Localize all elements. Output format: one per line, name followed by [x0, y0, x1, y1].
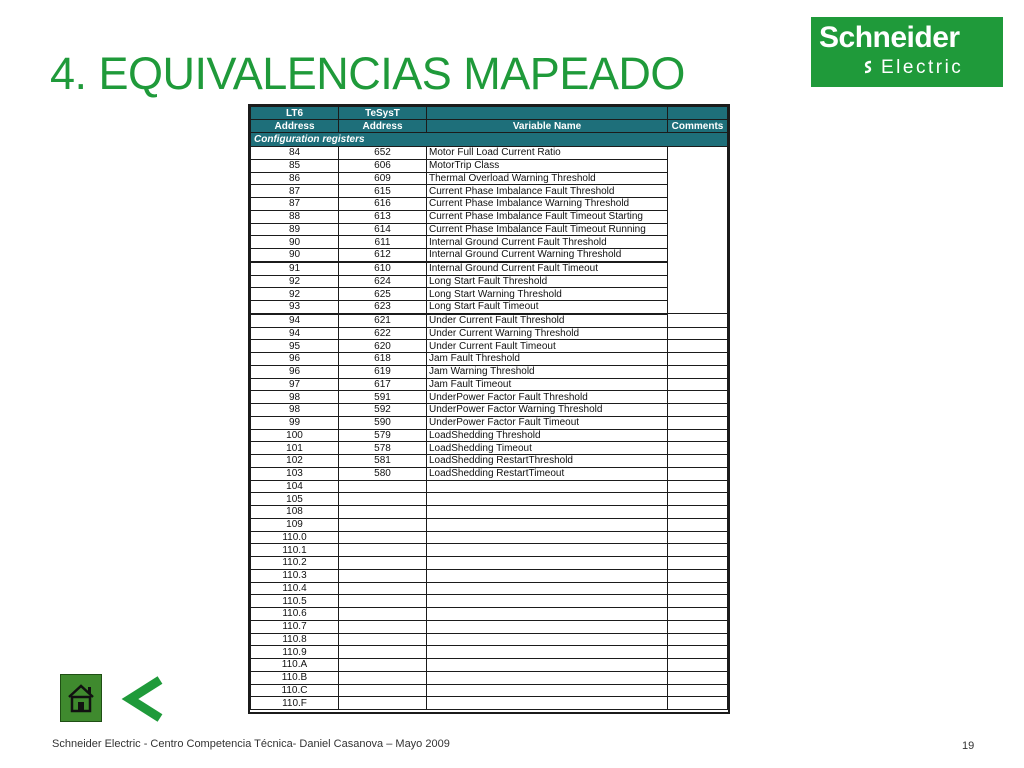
variable-name-cell	[427, 659, 668, 672]
variable-name-cell: Motor Full Load Current Ratio	[427, 147, 668, 160]
lt6-address-cell: 110.4	[251, 582, 339, 595]
variable-name-cell	[427, 633, 668, 646]
lt6-address-cell: 87	[251, 185, 339, 198]
tesyst-address-cell	[339, 480, 427, 493]
variable-name-cell: UnderPower Factor Fault Timeout	[427, 416, 668, 429]
comments-cell	[668, 633, 728, 646]
table-row	[251, 314, 728, 327]
comments-cell	[668, 506, 728, 519]
lt6-address-cell: 90	[251, 236, 339, 249]
tesyst-address-cell	[339, 557, 427, 570]
comments-cell	[668, 288, 728, 301]
variable-name-cell	[427, 518, 668, 531]
comments-cell	[668, 416, 728, 429]
lt6-address-cell: 102	[251, 455, 339, 468]
variable-name-cell: Internal Ground Current Warning Threshold	[427, 249, 668, 262]
variable-name-cell: Long Start Warning Threshold	[427, 288, 668, 301]
variable-name-cell	[427, 620, 668, 633]
tesyst-address-cell: 616	[339, 198, 427, 211]
lt6-address-cell: 87	[251, 198, 339, 211]
comments-cell	[668, 455, 728, 468]
table-row	[251, 671, 728, 684]
tesyst-address-cell: 606	[339, 159, 427, 172]
variable-name-cell: LoadShedding RestartThreshold	[427, 455, 668, 468]
variable-name-cell: Jam Fault Threshold	[427, 353, 668, 366]
lt6-address-cell: 98	[251, 404, 339, 417]
comments-cell	[668, 582, 728, 595]
comments-cell	[668, 557, 728, 570]
tesyst-address-cell: 609	[339, 172, 427, 185]
lt6-address-cell: 109	[251, 518, 339, 531]
tesyst-address-cell: 621	[339, 314, 427, 327]
header-empty-2	[668, 107, 728, 120]
lt6-address-cell: 110.C	[251, 684, 339, 697]
lt6-address-cell: 96	[251, 353, 339, 366]
header-empty-1	[427, 107, 668, 120]
comments-cell	[668, 249, 728, 262]
variable-name-cell: UnderPower Factor Fault Threshold	[427, 391, 668, 404]
comments-cell	[668, 429, 728, 442]
table-row	[251, 275, 728, 288]
chevron-left-icon	[118, 674, 170, 724]
table-row	[251, 684, 728, 697]
variable-name-cell: LoadShedding Threshold	[427, 429, 668, 442]
tesyst-address-cell: 623	[339, 301, 427, 314]
comments-cell	[668, 697, 728, 710]
variable-name-cell: Current Phase Imbalance Fault Timeout Running	[427, 223, 668, 236]
table-row	[251, 557, 728, 570]
variable-name-cell: Internal Ground Current Fault Threshold	[427, 236, 668, 249]
table-row	[251, 569, 728, 582]
lt6-address-cell: 110.9	[251, 646, 339, 659]
variable-name-cell: Long Start Fault Timeout	[427, 301, 668, 314]
table-row	[251, 210, 728, 223]
variable-name-cell	[427, 595, 668, 608]
table-row	[251, 159, 728, 172]
variable-name-cell: Under Current Fault Threshold	[427, 314, 668, 327]
footer-text: Schneider Electric - Centro Competencia Técnica- Daniel Casanova – Mayo 2009	[52, 738, 450, 750]
comments-cell	[668, 159, 728, 172]
table-row	[251, 518, 728, 531]
comments-cell	[668, 210, 728, 223]
lt6-address-cell: 88	[251, 210, 339, 223]
lt6-address-cell: 93	[251, 301, 339, 314]
table-row	[251, 185, 728, 198]
variable-name-cell: Under Current Warning Threshold	[427, 327, 668, 340]
comments-cell	[668, 198, 728, 211]
lt6-address-cell: 103	[251, 467, 339, 480]
comments-cell	[668, 327, 728, 340]
variable-name-cell	[427, 557, 668, 570]
tesyst-address-cell: 622	[339, 327, 427, 340]
comments-cell	[668, 671, 728, 684]
comments-cell	[668, 236, 728, 249]
table-row	[251, 608, 728, 621]
variable-name-cell: Jam Fault Timeout	[427, 378, 668, 391]
lt6-address-cell: 99	[251, 416, 339, 429]
variable-name-cell: Jam Warning Threshold	[427, 365, 668, 378]
tesyst-address-cell	[339, 608, 427, 621]
header-row-1	[251, 107, 728, 120]
lt6-address-cell: 108	[251, 506, 339, 519]
variable-name-cell	[427, 506, 668, 519]
header-lt6-address: Address	[251, 120, 339, 133]
table-row	[251, 249, 728, 262]
section-row	[251, 133, 728, 147]
comments-cell	[668, 353, 728, 366]
tesyst-address-cell	[339, 659, 427, 672]
table-row	[251, 198, 728, 211]
comments-cell	[668, 531, 728, 544]
tesyst-address-cell	[339, 506, 427, 519]
lt6-address-cell: 110.2	[251, 557, 339, 570]
table-row	[251, 378, 728, 391]
variable-name-cell	[427, 671, 668, 684]
mapping-table	[248, 104, 730, 714]
table-row	[251, 172, 728, 185]
table-row	[251, 467, 728, 480]
table-row	[251, 391, 728, 404]
page-title: 4. EQUIVALENCIAS MAPEADO	[50, 48, 685, 99]
logo-brand: Schneider	[819, 21, 960, 54]
table-row	[251, 697, 728, 710]
tesyst-address-cell	[339, 671, 427, 684]
variable-name-cell	[427, 493, 668, 506]
variable-name-cell	[427, 646, 668, 659]
tesyst-address-cell: 613	[339, 210, 427, 223]
comments-cell	[668, 172, 728, 185]
header-tesyst-address: Address	[339, 120, 427, 133]
lt6-address-cell: 94	[251, 314, 339, 327]
variable-name-cell	[427, 480, 668, 493]
comments-cell	[668, 314, 728, 327]
comments-cell	[668, 340, 728, 353]
comments-cell	[668, 404, 728, 417]
variable-name-cell: Thermal Overload Warning Threshold	[427, 172, 668, 185]
tesyst-address-cell: 625	[339, 288, 427, 301]
variable-name-cell	[427, 544, 668, 557]
variable-name-cell: MotorTrip Class	[427, 159, 668, 172]
tesyst-address-cell: 619	[339, 365, 427, 378]
lt6-address-cell: 110.0	[251, 531, 339, 544]
lt6-address-cell: 85	[251, 159, 339, 172]
comments-cell	[668, 684, 728, 697]
table-row	[251, 365, 728, 378]
tesyst-address-cell: 579	[339, 429, 427, 442]
comments-cell	[668, 569, 728, 582]
lt6-address-cell: 97	[251, 378, 339, 391]
variable-name-cell: LoadShedding Timeout	[427, 442, 668, 455]
lt6-address-cell: 84	[251, 147, 339, 160]
lt6-address-cell: 86	[251, 172, 339, 185]
logo-mark-icon	[861, 60, 875, 74]
lt6-address-cell: 110.F	[251, 697, 339, 710]
variable-name-cell: Current Phase Imbalance Fault Threshold	[427, 185, 668, 198]
tesyst-address-cell	[339, 544, 427, 557]
comments-cell	[668, 378, 728, 391]
header-row-2	[251, 120, 728, 133]
variable-name-cell	[427, 697, 668, 710]
comments-cell	[668, 391, 728, 404]
comments-cell	[668, 659, 728, 672]
tesyst-address-cell: 614	[339, 223, 427, 236]
table-row	[251, 582, 728, 595]
variable-name-cell: LoadShedding RestartTimeout	[427, 467, 668, 480]
tesyst-address-cell	[339, 518, 427, 531]
comments-cell	[668, 620, 728, 633]
comments-cell	[668, 223, 728, 236]
page-number: 19	[962, 740, 975, 752]
table-row	[251, 455, 728, 468]
variable-name-cell	[427, 608, 668, 621]
table-row	[251, 620, 728, 633]
comments-cell	[668, 185, 728, 198]
lt6-address-cell: 92	[251, 275, 339, 288]
header-lt6: LT6	[251, 107, 339, 120]
tesyst-address-cell: 610	[339, 262, 427, 275]
home-button[interactable]	[60, 674, 102, 722]
variable-name-cell	[427, 531, 668, 544]
tesyst-address-cell: 581	[339, 455, 427, 468]
tesyst-address-cell	[339, 633, 427, 646]
tesyst-address-cell	[339, 684, 427, 697]
lt6-address-cell: 101	[251, 442, 339, 455]
lt6-address-cell: 110.A	[251, 659, 339, 672]
lt6-address-cell: 110.B	[251, 671, 339, 684]
tesyst-address-cell: 590	[339, 416, 427, 429]
variable-name-cell: Internal Ground Current Fault Timeout	[427, 262, 668, 275]
variable-name-cell	[427, 684, 668, 697]
tesyst-address-cell: 580	[339, 467, 427, 480]
tesyst-address-cell: 592	[339, 404, 427, 417]
comments-cell	[668, 544, 728, 557]
comments-cell	[668, 365, 728, 378]
table-row	[251, 659, 728, 672]
lt6-address-cell: 91	[251, 262, 339, 275]
table-row	[251, 288, 728, 301]
home-icon	[61, 675, 101, 721]
lt6-address-cell: 105	[251, 493, 339, 506]
table-row	[251, 544, 728, 557]
tesyst-address-cell	[339, 620, 427, 633]
table-row	[251, 327, 728, 340]
variable-name-cell	[427, 582, 668, 595]
table-row	[251, 301, 728, 314]
table-row	[251, 404, 728, 417]
tesyst-address-cell	[339, 646, 427, 659]
variable-name-cell: Long Start Fault Threshold	[427, 275, 668, 288]
table-row	[251, 236, 728, 249]
comments-cell	[668, 301, 728, 314]
logo-sub: Electric	[881, 57, 964, 78]
variable-name-cell: Current Phase Imbalance Fault Timeout Starting	[427, 210, 668, 223]
lt6-address-cell: 95	[251, 340, 339, 353]
table-row	[251, 633, 728, 646]
tesyst-address-cell	[339, 697, 427, 710]
tesyst-address-cell: 618	[339, 353, 427, 366]
lt6-address-cell: 110.7	[251, 620, 339, 633]
comments-cell	[668, 608, 728, 621]
tesyst-address-cell	[339, 582, 427, 595]
table-row	[251, 480, 728, 493]
tesyst-address-cell	[339, 595, 427, 608]
variable-name-cell: Current Phase Imbalance Warning Threshold	[427, 198, 668, 211]
back-button[interactable]	[118, 674, 170, 724]
table-row	[251, 595, 728, 608]
lt6-address-cell: 110.6	[251, 608, 339, 621]
tesyst-address-cell	[339, 531, 427, 544]
header-variable-name: Variable Name	[427, 120, 668, 133]
comments-cell	[668, 646, 728, 659]
table-row	[251, 646, 728, 659]
tesyst-address-cell: 624	[339, 275, 427, 288]
table-row	[251, 429, 728, 442]
tesyst-address-cell: 578	[339, 442, 427, 455]
table-row	[251, 493, 728, 506]
table-row	[251, 262, 728, 275]
table-row	[251, 506, 728, 519]
lt6-address-cell: 110.3	[251, 569, 339, 582]
comments-cell	[668, 595, 728, 608]
variable-name-cell: Under Current Fault Timeout	[427, 340, 668, 353]
table-row	[251, 442, 728, 455]
lt6-address-cell: 104	[251, 480, 339, 493]
comments-cell	[668, 493, 728, 506]
comments-cell	[668, 442, 728, 455]
tesyst-address-cell: 612	[339, 249, 427, 262]
lt6-address-cell: 96	[251, 365, 339, 378]
section-label: Configuration registers	[251, 133, 728, 147]
table-row	[251, 416, 728, 429]
tesyst-address-cell: 617	[339, 378, 427, 391]
comments-cell	[668, 467, 728, 480]
table-row	[251, 340, 728, 353]
lt6-address-cell: 110.5	[251, 595, 339, 608]
lt6-address-cell: 89	[251, 223, 339, 236]
lt6-address-cell: 110.8	[251, 633, 339, 646]
tesyst-address-cell	[339, 569, 427, 582]
comments-cell	[668, 275, 728, 288]
comments-cell	[668, 147, 728, 160]
lt6-address-cell: 90	[251, 249, 339, 262]
comments-cell	[668, 480, 728, 493]
lt6-address-cell: 92	[251, 288, 339, 301]
table-row	[251, 353, 728, 366]
comments-cell	[668, 518, 728, 531]
header-tesyst: TeSysT	[339, 107, 427, 120]
tesyst-address-cell: 615	[339, 185, 427, 198]
table-row	[251, 223, 728, 236]
tesyst-address-cell: 620	[339, 340, 427, 353]
lt6-address-cell: 98	[251, 391, 339, 404]
tesyst-address-cell: 652	[339, 147, 427, 160]
tesyst-address-cell	[339, 493, 427, 506]
tesyst-address-cell: 611	[339, 236, 427, 249]
variable-name-cell: UnderPower Factor Warning Threshold	[427, 404, 668, 417]
header-comments: Comments	[668, 120, 728, 133]
tesyst-address-cell: 591	[339, 391, 427, 404]
lt6-address-cell: 94	[251, 327, 339, 340]
comments-cell	[668, 262, 728, 275]
table-row	[251, 147, 728, 160]
table-row	[251, 531, 728, 544]
variable-name-cell	[427, 569, 668, 582]
lt6-address-cell: 100	[251, 429, 339, 442]
lt6-address-cell: 110.1	[251, 544, 339, 557]
schneider-logo	[811, 17, 1003, 87]
